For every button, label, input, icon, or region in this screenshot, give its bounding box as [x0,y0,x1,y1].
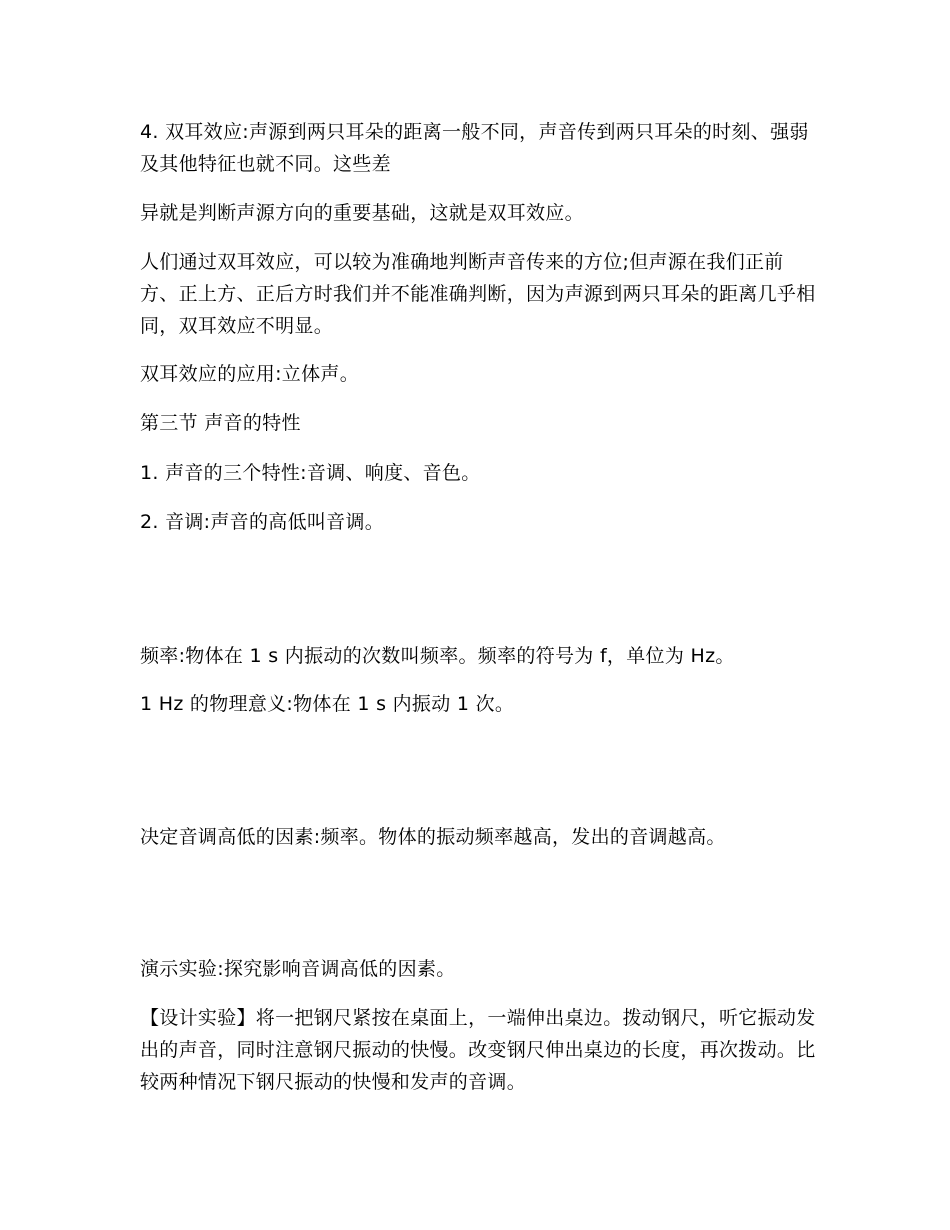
paragraph-hz-meaning: 1 Hz 的物理意义:物体在 1 s 内振动 1 次。 [140,693,515,715]
paragraph-binaural-basis: 异就是判断声源方向的重要基础，这就是双耳效应。 [140,202,584,224]
paragraph-pitch-factor: 决定音调高低的因素:频率。物体的振动频率越高，发出的音调越高。 [140,826,726,848]
section-heading: 第三节 声音的特性 [140,412,301,434]
paragraph-pitch-definition: 2. 音调:声音的高低叫音调。 [140,511,385,533]
paragraph-experiment-design: 【设计实验】将一把钢尺紧按在桌面上，一端伸出桌边。拨动钢尺，听它振动发出的声音，同时注意钢尺振动的快慢。改变钢尺伸出桌边的长度，再次拨动。比较两种情况下钢尺振动的快慢和发声的音调。 [140,1007,816,1093]
paragraph-binaural-application: 双耳效应的应用:立体声。 [140,363,360,385]
paragraph-sound-characteristics: 1. 声音的三个特性:音调、响度、音色。 [140,462,481,484]
paragraph-frequency-definition: 频率:物体在 1 s 内振动的次数叫频率。频率的符号为 f，单位为 Hz。 [140,645,735,667]
paragraph-binaural-direction: 人们通过双耳效应，可以较为准确地判断声音传来的方位;但声源在我们正前方、正上方、正后方时我们并不能准确判断，因为声源到两只耳朵的距离几乎相同，双耳效应不明显。 [140,251,816,337]
paragraph-binaural-effect: 4. 双耳效应:声源到两只耳朵的距离一般不同，声音传到两只耳朵的时刻、强弱及其他特征也就不同。这些差 [140,121,809,175]
paragraph-demo-experiment: 演示实验:探究影响音调高低的因素。 [140,958,456,980]
